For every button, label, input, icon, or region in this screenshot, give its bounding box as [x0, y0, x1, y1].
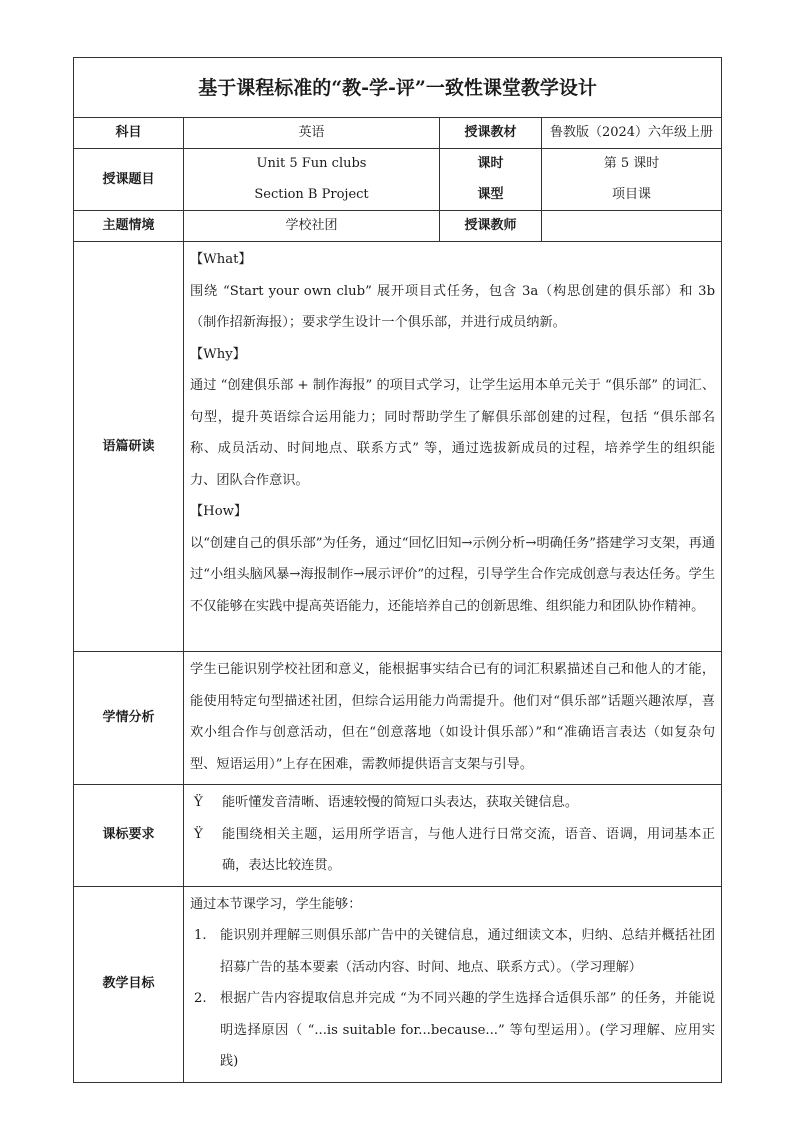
subject-label: 科目: [74, 118, 184, 149]
theme-value: 学校社团: [184, 211, 440, 242]
why-heading: 【Why】: [190, 346, 246, 362]
type-label: 课型: [440, 180, 542, 211]
teacher-value: [542, 211, 722, 242]
what-heading: 【What】: [190, 252, 252, 267]
material-value: 鲁教版（2024）六年级上册: [542, 118, 722, 149]
how-heading: 【How】: [190, 504, 248, 519]
learner-analysis-text: 学生已能识别学校社团和意义，能根据事实结合已有的词汇积累描述自己和他人的才能，能使用特定句型描述社团，但综合运用能力尚需提升。他们对“俱乐部”话题兴趣浓厚，喜欢小组合作与创意活动，但在“创意落地（如设计俱乐部）”和“准确语言表达（如复杂句型、短语运用）”上存在困难，需教师提供语言支架与引导。: [184, 652, 722, 785]
objective-item: [190, 983, 715, 1078]
curriculum-content: [184, 785, 722, 887]
period-value: 第 5 课时: [542, 149, 722, 180]
objective-number: 1.: [194, 928, 207, 943]
curriculum-item-text: 能听懂发音清晰、语速较慢的简短口头表达，获取关键信息。: [222, 795, 579, 810]
lesson-plan-document: [73, 57, 721, 1083]
curriculum-item: [190, 819, 715, 882]
objective-number: 2.: [194, 991, 207, 1006]
bullet-icon: Ÿ: [194, 795, 203, 810]
text-analysis-label: 语篇研读: [74, 242, 184, 652]
lesson-plan-table: [73, 57, 722, 1083]
objective-item: [190, 920, 715, 983]
text-analysis-content: [184, 242, 722, 652]
objective-text: 能识别并理解三则俱乐部广告中的关键信息，通过细读文本，归纳、总结并概括社团招募广告的基本要素（活动内容、时间、地点、联系方式）。（学习理解）: [220, 928, 716, 975]
teacher-label: 授课教师: [440, 211, 542, 242]
bullet-icon: Ÿ: [194, 826, 203, 842]
what-text: 围绕 “Start your own club” 展开项目式任务，包含 3a（构思创建的俱乐部）和 3b（制作招新海报）；要求学生设计一个俱乐部，并进行成员纳新。: [190, 283, 716, 330]
period-label: 课时: [440, 149, 542, 180]
curriculum-item-text: 能围绕相关主题，运用所学语言，与他人进行日常交流，语音、语调，用词基本正确，表达比较连贯。: [222, 826, 716, 873]
page-title: 基于课程标准的“教-学-评”一致性课堂教学设计: [74, 58, 722, 118]
objective-text: 根据广告内容提取信息并完成 “为不同兴趣的学生选择合适俱乐部” 的任务，并能说明选择原因（ “...is suitable for...because...” 等句型运用）。(学习理解、应用实践): [220, 991, 716, 1069]
theme-label: 主题情境: [74, 211, 184, 242]
learner-analysis-label: 学情分析: [74, 652, 184, 785]
subject-value: 英语: [184, 118, 440, 149]
topic-label: 授课题目: [74, 149, 184, 211]
how-text: 以“创建自己的俱乐部”为任务，通过“回忆旧知→示例分析→明确任务”搭建学习支架，再通过“小组头脑风暴→海报制作→展示评价”的过程，引导学生合作完成创意与表达任务。学生不仅能够在实践中提高英语能力，还能培养自己的创新思维、组织能力和团队协作精神。: [190, 535, 716, 614]
curriculum-label: 课标要求: [74, 785, 184, 887]
why-text: 通过 “创建俱乐部 + 制作海报” 的项目式学习，让学生运用本单元关于 “俱乐部” 的词汇、句型，提升英语综合运用能力；同时帮助学生了解俱乐部创建的过程，包括 “俱乐部名称、成员活动、时间地点、联系方式” 等，通过选拔新成员的过程，培养学生的组织能力、团队合作意识。: [190, 378, 716, 488]
topic-value-line2: Section B Project: [184, 180, 440, 211]
topic-value-line1: Unit 5 Fun clubs: [184, 149, 440, 180]
curriculum-item: [190, 787, 715, 819]
type-value: 项目课: [542, 180, 722, 211]
material-label: 授课教材: [440, 118, 542, 149]
objectives-label: 教学目标: [74, 886, 184, 1082]
objectives-content: [184, 886, 722, 1082]
objectives-intro: 通过本节课学习，学生能够：: [190, 896, 362, 912]
